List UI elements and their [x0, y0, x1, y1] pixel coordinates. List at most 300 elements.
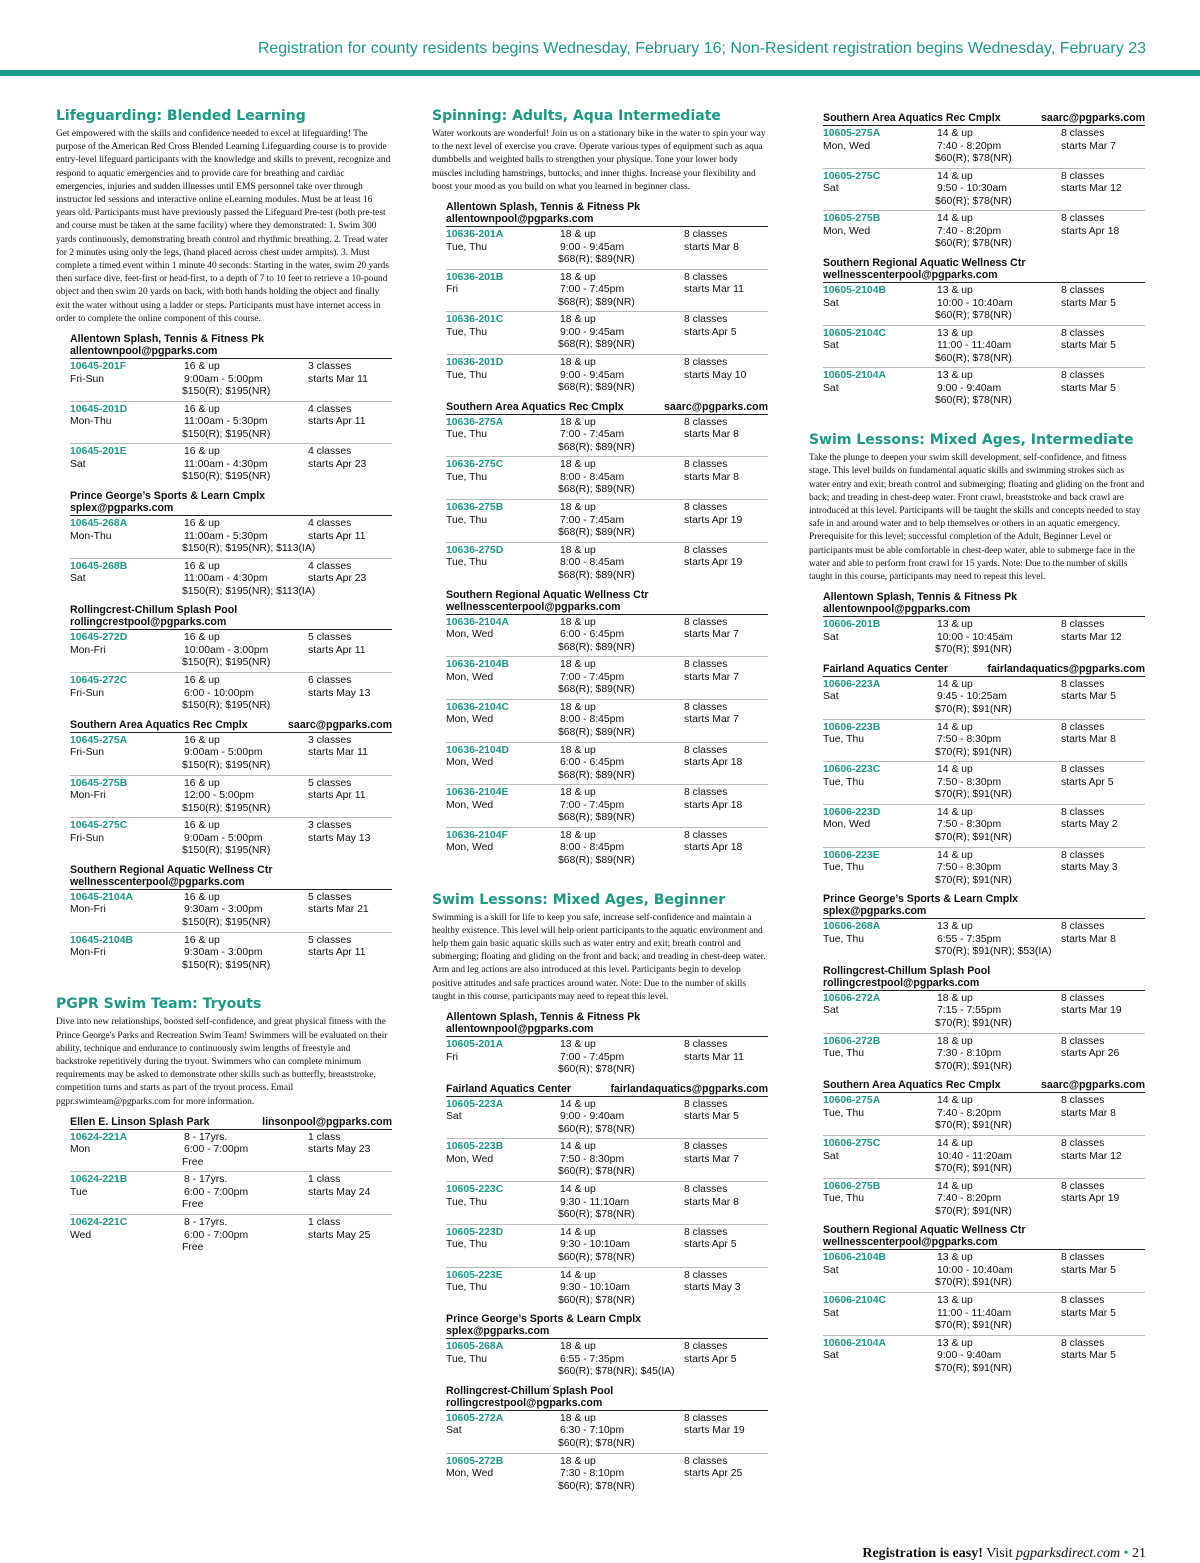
class-row	[446, 1182, 768, 1225]
location-name: Southern Regional Aquatic Wellness Ctr	[70, 863, 273, 876]
class-days: Mon-Fri	[70, 947, 106, 959]
class-count: 1 class	[308, 1174, 341, 1186]
class-code-link[interactable]: 10636-201C	[446, 314, 504, 326]
class-row	[70, 890, 392, 933]
class-age: 16 & up	[184, 777, 220, 789]
class-code-link[interactable]: 10606-268A	[823, 921, 881, 933]
class-code-link[interactable]: 10606-2104C	[823, 1295, 886, 1307]
class-row	[446, 500, 768, 543]
class-days: Mon, Wed	[823, 140, 871, 152]
class-start-date: starts Apr 25	[684, 1468, 743, 1480]
class-start-date: starts Apr 11	[308, 416, 366, 428]
class-code-link[interactable]: 10605-2104A	[823, 370, 886, 382]
class-row	[823, 368, 1145, 410]
section-title: Swim Lessons: Mixed Ages, Intermediate	[809, 432, 1134, 449]
class-age: 18 & up	[560, 1455, 596, 1467]
class-code-link[interactable]: 10605-223A	[446, 1098, 504, 1110]
class-code-link[interactable]: 10605-223E	[446, 1269, 503, 1281]
class-code-link[interactable]: 10605-268A	[446, 1341, 504, 1353]
location-email-link[interactable]: rollingcrestpool@pgparks.com	[70, 616, 227, 629]
class-row	[446, 785, 768, 828]
class-start-date: starts May 24	[308, 1186, 371, 1198]
location-email-link[interactable]: rollingcrestpool@pgparks.com	[823, 976, 980, 989]
location-email-link[interactable]: splex@pgparks.com	[70, 502, 174, 515]
class-code-link[interactable]: 10605-272B	[446, 1455, 504, 1467]
class-days: Tue, Thu	[446, 1239, 488, 1251]
class-row	[70, 733, 392, 776]
class-row	[70, 673, 392, 715]
location-name: Prince George’s Sports & Learn Cmplx	[446, 1313, 642, 1326]
class-days: Mon, Wed	[446, 799, 494, 811]
class-time: 7:50 - 8:30pm	[937, 734, 1002, 746]
class-fee: $60(R); $78(NR)	[935, 395, 1012, 407]
class-age: 14 & up	[937, 806, 973, 818]
location-header	[823, 587, 1145, 617]
location-block	[823, 659, 1145, 889]
class-code-link[interactable]: 10606-272A	[823, 992, 881, 1004]
location-email-link[interactable]: splex@pgparks.com	[823, 905, 927, 918]
class-fee: $150(R); $195(NR)	[182, 700, 271, 712]
class-time: 9:00am - 5:00pm	[184, 747, 263, 759]
class-days: Sat	[823, 382, 839, 394]
class-code-link[interactable]: 10636-201B	[446, 271, 504, 283]
class-row	[70, 630, 392, 673]
class-row	[446, 543, 768, 585]
class-fee: $68(R); $89(NR)	[558, 382, 635, 394]
location-name: Southern Area Aquatics Rec Cmplx	[823, 1079, 1001, 1092]
location-header	[70, 860, 392, 890]
class-start-date: starts Mar 12	[1061, 631, 1122, 643]
class-count: 6 classes	[308, 675, 352, 687]
class-start-date: starts Apr 23	[308, 573, 367, 585]
class-days: Fri-Sun	[70, 373, 105, 385]
class-days: Mon, Wed	[446, 757, 494, 769]
class-fee: $70(R); $91(NR)	[935, 1320, 1012, 1332]
class-row	[823, 991, 1145, 1034]
class-time: 7:00 - 7:45pm	[560, 671, 625, 683]
class-count: 8 classes	[684, 1455, 728, 1467]
class-days: Fri-Sun	[70, 832, 105, 844]
class-fee: $150(R); $195(NR)	[182, 428, 271, 440]
class-code-link[interactable]: 10606-223E	[823, 849, 880, 861]
class-code-link[interactable]: 10636-2104C	[446, 701, 509, 713]
location-name: Prince George’s Sports & Learn Cmplx	[70, 490, 266, 503]
class-fee: $70(R); $91(NR)	[935, 1205, 1012, 1217]
class-time: 7:00 - 7:45am	[560, 429, 625, 441]
class-days: Sat	[70, 573, 86, 585]
location-email-link[interactable]: wellnesscenterpool@pgparks.com	[823, 269, 998, 282]
class-age: 18 & up	[560, 271, 596, 283]
class-start-date: starts Mar 7	[684, 714, 739, 726]
class-time: 11:00am - 5:30pm	[184, 416, 268, 428]
class-code-link[interactable]: 10605-223C	[446, 1184, 504, 1196]
class-start-date: starts Mar 7	[684, 1153, 739, 1165]
program-section	[56, 996, 392, 1256]
class-start-date: starts Apr 18	[684, 842, 743, 854]
section-description: Swimming is a skill for life to keep you safe, increase self-confidence and maintain a healthy existence. This level will help orient participants to the aquatic environment and help them gain basic aquatic skills such as water entry and exit; breath control and submerging; floating and gliding on the front and back; and treading in chest-deep water. Arm and leg actions are also introduced at this level. Participants begin to develop positive attitudes and safe practices around water. Note: Due to the number of skills taught in this course, participants may need to repeat this level.	[432, 912, 766, 1002]
class-fee: $150(R); $195(NR)	[182, 471, 271, 483]
class-row	[823, 283, 1145, 326]
page-number: 21	[1132, 1546, 1146, 1561]
class-count: 8 classes	[1061, 678, 1105, 690]
location-header	[446, 1309, 768, 1339]
location-block	[823, 108, 1145, 253]
location-email-link[interactable]: wellnesscenterpool@pgparks.com	[446, 600, 621, 613]
class-code-link[interactable]: 10606-223D	[823, 806, 881, 818]
class-count: 8 classes	[1061, 1138, 1105, 1150]
class-age: 14 & up	[560, 1098, 596, 1110]
class-start-date: starts May 25	[308, 1229, 371, 1241]
class-count: 8 classes	[684, 701, 728, 713]
location-header	[823, 1220, 1145, 1250]
class-time: 9:00 - 9:40am	[937, 382, 1002, 394]
class-code-link[interactable]: 10605-275B	[823, 213, 881, 225]
class-code-link[interactable]: 10645-275C	[70, 820, 128, 832]
class-fee: Free	[182, 1156, 204, 1168]
class-age: 18 & up	[560, 544, 596, 556]
location-name: Southern Regional Aquatic Wellness Ctr	[446, 588, 649, 601]
class-age: 14 & up	[937, 678, 973, 690]
program-section	[809, 432, 1145, 1377]
class-days: Sat	[823, 1307, 839, 1319]
class-start-date: starts Mar 5	[1061, 382, 1116, 394]
class-age: 8 - 17yrs.	[184, 1131, 228, 1143]
class-count: 8 classes	[684, 1184, 728, 1196]
class-start-date: starts Mar 8	[1061, 734, 1116, 746]
class-age: 18 & up	[560, 502, 596, 514]
class-code-link[interactable]: 10624-221C	[70, 1217, 128, 1229]
class-code-link[interactable]: 10605-201A	[446, 1039, 504, 1051]
class-count: 8 classes	[1061, 992, 1105, 1004]
class-count: 8 classes	[684, 787, 728, 799]
class-code-link[interactable]: 10636-2104F	[446, 829, 508, 841]
class-start-date: starts Apr 11	[308, 947, 366, 959]
class-fee: $70(R); $91(NR)	[935, 1120, 1012, 1132]
class-row	[446, 270, 768, 313]
location-email-link[interactable]: allentownpool@pgparks.com	[446, 1023, 594, 1036]
location-header	[446, 397, 768, 415]
class-time: 7:40 - 8:20pm	[937, 140, 1002, 152]
class-count: 8 classes	[1061, 1252, 1105, 1264]
class-time: 7:00 - 7:45pm	[560, 1051, 625, 1063]
class-days: Tue, Thu	[823, 1193, 865, 1205]
class-days: Tue, Thu	[446, 557, 488, 569]
class-fee: $150(R); $195(NR); $113(IA)	[182, 543, 316, 555]
class-age: 18 & up	[560, 744, 596, 756]
location-block	[70, 486, 392, 600]
program-section	[432, 108, 768, 870]
class-fee: $70(R); $91(NR)	[935, 644, 1012, 656]
class-code-link[interactable]: 10636-275A	[446, 416, 504, 428]
class-count: 5 classes	[308, 632, 352, 644]
class-start-date: starts May 2	[1061, 819, 1118, 831]
class-time: 9:00 - 9:45am	[560, 326, 625, 338]
class-days: Sat	[823, 691, 839, 703]
class-days: Fri	[446, 284, 459, 296]
class-code-link[interactable]: 10606-275A	[823, 1095, 881, 1107]
class-days: Sat	[823, 1350, 839, 1362]
location-email-link[interactable]: allentownpool@pgparks.com	[446, 213, 594, 226]
class-row	[446, 1454, 768, 1496]
class-fee: $60(R); $78(NR)	[935, 153, 1012, 164]
class-code-link[interactable]: 10645-2104B	[70, 934, 133, 946]
location-email-link[interactable]: fairlandaquatics@pgparks.com	[610, 1082, 768, 1095]
class-start-date: starts Mar 11	[308, 373, 368, 385]
class-code-link[interactable]: 10606-275B	[823, 1180, 881, 1192]
footer-bullet: •	[1123, 1546, 1129, 1561]
location-block	[446, 397, 768, 585]
class-time: 7:50 - 8:30pm	[560, 1153, 625, 1165]
class-time: 9:00 - 9:45am	[560, 369, 625, 381]
class-code-link[interactable]: 10605-223D	[446, 1226, 504, 1238]
location-block	[70, 1112, 392, 1257]
location-block	[446, 1309, 768, 1381]
class-time: 11:00am - 4:30pm	[184, 458, 268, 470]
class-code-link[interactable]: 10645-201D	[70, 403, 128, 415]
class-row	[70, 444, 392, 486]
class-code-link[interactable]: 10605-272A	[446, 1412, 504, 1424]
program-section	[56, 108, 392, 974]
class-count: 1 class	[308, 1131, 341, 1143]
class-code-link[interactable]: 10636-2104B	[446, 659, 509, 671]
footer-url-link[interactable]: pgparksdirect.com	[1016, 1546, 1121, 1561]
class-code-link[interactable]: 10606-275C	[823, 1138, 881, 1150]
class-age: 13 & up	[937, 619, 973, 631]
class-days: Tue, Thu	[823, 1107, 865, 1119]
class-count: 8 classes	[684, 459, 728, 471]
location-email-link[interactable]: allentownpool@pgparks.com	[823, 603, 971, 616]
class-row	[823, 677, 1145, 720]
class-count: 4 classes	[308, 518, 352, 530]
location-email-link[interactable]: wellnesscenterpool@pgparks.com	[70, 875, 245, 888]
class-code-link[interactable]: 10606-201B	[823, 619, 881, 631]
class-days: Mon, Wed	[823, 819, 871, 831]
class-code-link[interactable]: 10636-2104D	[446, 744, 509, 756]
class-code-link[interactable]: 10624-221B	[70, 1174, 128, 1186]
class-fee: $60(R); $78(NR)	[558, 1251, 635, 1263]
section-title: Lifeguarding: Blended Learning	[56, 108, 306, 124]
class-age: 8 - 17yrs.	[184, 1217, 228, 1229]
class-days: Sat	[823, 1264, 839, 1276]
location-email-link[interactable]: linsonpool@pgparks.com	[262, 1115, 392, 1128]
class-code-link[interactable]: 10636-201D	[446, 357, 504, 369]
class-start-date: starts Apr 5	[684, 1353, 737, 1365]
class-age: 18 & up	[560, 1412, 596, 1424]
class-count: 8 classes	[1061, 128, 1105, 139]
class-fee: $70(R); $91(NR)	[935, 831, 1012, 843]
class-start-date: starts Apr 5	[684, 1239, 737, 1251]
class-code-link[interactable]: 10624-221A	[70, 1131, 128, 1143]
class-count: 1 class	[308, 1217, 341, 1229]
class-code-link[interactable]: 10645-2104A	[70, 891, 133, 903]
class-code-link[interactable]: 10645-272C	[70, 675, 128, 687]
class-days: Sat	[823, 340, 839, 352]
class-code-link[interactable]: 10605-275A	[823, 128, 881, 139]
location-email-link[interactable]: splex@pgparks.com	[446, 1325, 550, 1338]
class-fee: $60(R); $78(NR)	[935, 195, 1012, 207]
class-row	[446, 227, 768, 270]
page-footer	[862, 1546, 1146, 1562]
class-row	[446, 743, 768, 786]
location-block	[446, 197, 768, 397]
class-count: 8 classes	[684, 659, 728, 671]
class-code-link[interactable]: 10606-223A	[823, 678, 881, 690]
class-days: Mon, Wed	[823, 225, 871, 237]
class-fee: $150(R); $195(NR); $113(IA)	[182, 585, 316, 597]
section-title: Spinning: Adults, Aqua Intermediate	[432, 108, 721, 124]
column-left	[56, 108, 392, 1279]
location-block	[446, 585, 768, 870]
location-email-link[interactable]: rollingcrestpool@pgparks.com	[446, 1396, 603, 1409]
class-code-link[interactable]: 10636-275B	[446, 502, 504, 514]
location-header	[823, 108, 1145, 126]
class-row	[446, 700, 768, 743]
class-row	[823, 1250, 1145, 1293]
class-days: Tue, Thu	[446, 514, 488, 526]
class-count: 8 classes	[1061, 619, 1105, 631]
class-fee: Free	[182, 1242, 204, 1254]
class-code-link[interactable]: 10605-2104C	[823, 327, 886, 339]
location-block	[823, 1075, 1145, 1220]
class-start-date: starts Mar 11	[684, 1051, 744, 1063]
class-age: 18 & up	[560, 314, 596, 326]
class-code-link[interactable]: 10645-272D	[70, 632, 128, 644]
class-fee: $68(R); $89(NR)	[558, 254, 635, 266]
class-code-link[interactable]: 10636-2104A	[446, 616, 509, 628]
class-time: 9:30 - 10:10am	[560, 1239, 630, 1251]
location-block	[823, 889, 1145, 961]
class-fee: $68(R); $89(NR)	[558, 641, 635, 653]
class-age: 18 & up	[560, 416, 596, 428]
location-header	[70, 600, 392, 630]
class-code-link[interactable]: 10606-272B	[823, 1035, 881, 1047]
location-email-link[interactable]: saarc@pgparks.com	[1041, 112, 1145, 124]
class-start-date: starts May 10	[684, 369, 747, 381]
class-time: 8:00 - 8:45pm	[560, 714, 625, 726]
class-row	[446, 1037, 768, 1079]
location-email-link[interactable]: wellnesscenterpool@pgparks.com	[823, 1236, 998, 1249]
class-start-date: starts Mar 5	[1061, 1350, 1116, 1362]
class-count: 8 classes	[684, 544, 728, 556]
class-fee: $60(R); $78(NR)	[558, 1480, 635, 1492]
class-days: Tue, Thu	[823, 862, 865, 874]
class-start-date: starts Mar 8	[684, 429, 739, 441]
class-code-link[interactable]: 10606-223C	[823, 764, 881, 776]
location-email-link[interactable]: saarc@pgparks.com	[288, 718, 392, 731]
class-time: 8:00 - 8:45pm	[560, 842, 625, 854]
class-start-date: starts Mar 19	[1061, 1005, 1122, 1017]
class-time: 7:30 - 8:10pm	[560, 1468, 625, 1480]
class-days: Tue, Thu	[823, 776, 865, 788]
class-time: 6:00 - 6:45pm	[560, 757, 625, 769]
class-code-link[interactable]: 10645-275A	[70, 734, 128, 746]
class-days: Sat	[823, 1150, 839, 1162]
class-code-link[interactable]: 10645-268B	[70, 560, 128, 572]
class-start-date: starts Apr 19	[684, 557, 743, 569]
location-email-link[interactable]: allentownpool@pgparks.com	[70, 345, 218, 358]
class-age: 13 & up	[560, 1039, 596, 1051]
class-code-link[interactable]: 10605-2104B	[823, 285, 886, 297]
class-code-link[interactable]: 10605-275C	[823, 170, 881, 182]
class-start-date: starts Mar 5	[1061, 1307, 1116, 1319]
class-count: 4 classes	[308, 560, 352, 572]
class-fee: $70(R); $91(NR)	[935, 1163, 1012, 1175]
class-days: Mon-Fri	[70, 904, 106, 916]
class-row	[446, 1268, 768, 1310]
location-name: Allentown Splash, Tennis & Fitness Pk	[446, 201, 641, 214]
class-code-link[interactable]: 10636-201A	[446, 229, 504, 241]
class-time: 10:00am - 3:00pm	[184, 644, 269, 656]
class-start-date: starts Apr 26	[1061, 1048, 1120, 1060]
class-code-link[interactable]: 10606-223B	[823, 721, 881, 733]
class-time: 9:50 - 10:30am	[937, 183, 1007, 195]
class-count: 8 classes	[684, 502, 728, 514]
class-fee: $68(R); $89(NR)	[558, 684, 635, 696]
class-count: 8 classes	[684, 1141, 728, 1153]
class-row	[823, 1179, 1145, 1221]
class-count: 8 classes	[1061, 285, 1105, 297]
class-row	[446, 312, 768, 355]
class-age: 16 & up	[184, 934, 220, 946]
class-row	[823, 211, 1145, 253]
class-row	[446, 615, 768, 658]
column-middle	[432, 108, 768, 1517]
class-code-link[interactable]: 10606-2104A	[823, 1337, 886, 1349]
class-start-date: starts Mar 5	[1061, 691, 1116, 703]
class-start-date: starts Apr 18	[1061, 225, 1120, 237]
class-days: Sat	[70, 458, 86, 470]
class-age: 14 & up	[937, 128, 973, 139]
location-name: Rollingcrest-Chillum Splash Pool	[70, 604, 238, 617]
class-start-date: starts Mar 5	[1061, 340, 1116, 352]
class-code-link[interactable]: 10606-2104B	[823, 1252, 886, 1264]
class-code-link[interactable]: 10645-201E	[70, 446, 127, 458]
class-code-link[interactable]: 10645-268A	[70, 518, 128, 530]
class-time: 10:00 - 10:45am	[937, 631, 1013, 643]
class-code-link[interactable]: 10636-275D	[446, 544, 504, 556]
class-code-link[interactable]: 10636-275C	[446, 459, 504, 471]
location-name: Rollingcrest-Chillum Splash Pool	[446, 1384, 614, 1397]
class-count: 8 classes	[1061, 1337, 1105, 1349]
class-fee: $60(R); $78(NR)	[558, 1294, 635, 1306]
class-code-link[interactable]: 10636-2104E	[446, 787, 509, 799]
class-time: 11:00 - 11:40am	[937, 1307, 1012, 1319]
class-time: 8:00 - 8:45am	[560, 471, 625, 483]
class-age: 13 & up	[937, 370, 973, 382]
class-start-date: starts Mar 7	[684, 671, 739, 683]
class-fee: $60(R); $78(NR)	[558, 1166, 635, 1178]
class-days: Tue, Thu	[823, 734, 865, 746]
class-row	[70, 1172, 392, 1215]
class-days: Mon-Thu	[70, 530, 112, 542]
class-age: 13 & up	[937, 285, 973, 297]
location-email-link[interactable]: fairlandaquatics@pgparks.com	[987, 662, 1145, 675]
class-days: Sat	[823, 183, 839, 195]
class-code-link[interactable]: 10605-223B	[446, 1141, 504, 1153]
class-code-link[interactable]: 10645-201F	[70, 361, 127, 373]
class-start-date: starts Apr 18	[684, 799, 743, 811]
class-row	[70, 818, 392, 860]
class-code-link[interactable]: 10645-275B	[70, 777, 128, 789]
class-start-date: starts May 23	[308, 1144, 371, 1156]
class-days: Tue	[70, 1186, 88, 1198]
class-age: 14 & up	[937, 764, 973, 776]
location-block	[446, 1007, 768, 1079]
location-email-link[interactable]: saarc@pgparks.com	[664, 400, 768, 413]
class-count: 8 classes	[684, 229, 728, 241]
location-email-link[interactable]: saarc@pgparks.com	[1041, 1079, 1145, 1092]
class-count: 8 classes	[684, 829, 728, 841]
